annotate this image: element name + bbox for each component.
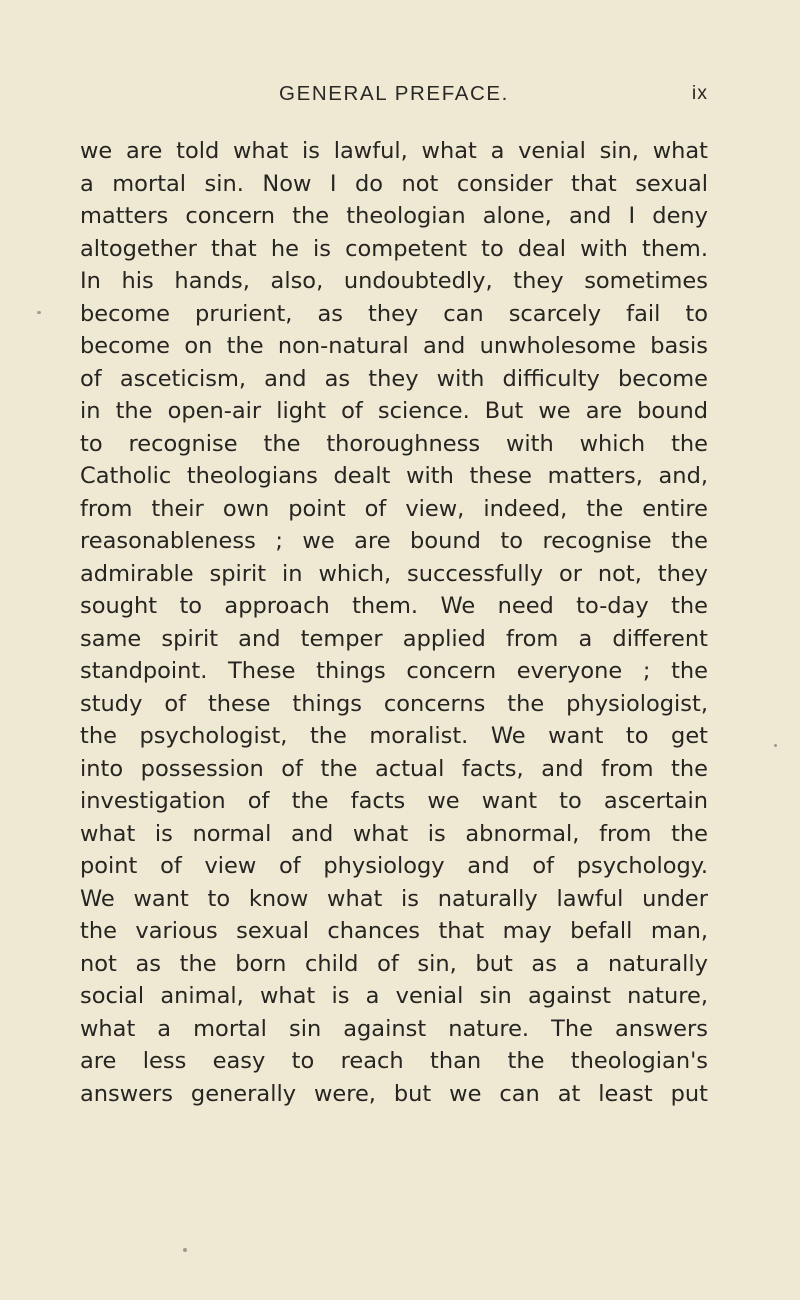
text-line: to recognise the thoroughness with which the: [80, 430, 708, 457]
text-line: in the open-air light of science. But we are bound: [80, 398, 708, 424]
running-head: [80, 82, 708, 110]
text-line: the various sexual chances that may befall man,: [80, 918, 708, 944]
text-line: what a mortal sin against nature. The answers: [80, 1015, 708, 1042]
text-line: In his hands, also, undoubtedly, they sometimes: [80, 268, 708, 294]
text-line: sought to approach them. We need to-day the: [80, 593, 708, 619]
text-line: social animal, what is a venial sin against nature,: [80, 983, 708, 1009]
text-line: not as the born child of sin, but as a naturally: [80, 950, 708, 977]
text-line: into possession of the actual facts, and from the: [80, 755, 708, 782]
paper-speck: [183, 1248, 187, 1252]
text-line: from their own point of view, indeed, the entire: [80, 495, 708, 522]
text-line: admirable spirit in which, successfully or not, they: [80, 560, 708, 587]
text-line: We want to know what is naturally lawful under: [80, 885, 708, 912]
text-line: what is normal and what is abnormal, from the: [80, 820, 708, 847]
text-line: investigation of the facts we want to ascertain: [80, 788, 708, 814]
text-line: study of these things concerns the physiologist,: [80, 690, 708, 717]
text-line: become prurient, as they can scarcely fail to: [80, 300, 708, 327]
text-line: Catholic theologians dealt with these matters, and,: [80, 463, 708, 489]
running-title: GENERAL PREFACE.: [279, 82, 509, 105]
text-line: reasonableness ; we are bound to recognise the: [80, 528, 708, 554]
text-line: become on the non-natural and unwholesome basis: [80, 333, 708, 359]
page-number: ix: [691, 82, 708, 104]
text-line: point of view of physiology and of psychology.: [80, 853, 708, 879]
text-line: same spirit and temper applied from a different: [80, 625, 708, 652]
paper-speck: [774, 744, 777, 747]
text-line: we are told what is lawful, what a venial sin, what: [80, 138, 708, 164]
text-line: answers generally were, but we can at least put: [80, 1080, 708, 1107]
body-text: [80, 135, 708, 1110]
text-line: a mortal sin. Now I do not consider that sexual: [80, 170, 708, 197]
text-line: standpoint. These things concern everyone ; the: [80, 658, 708, 684]
text-line: the psychologist, the moralist. We want to get: [80, 723, 708, 749]
paper-speck: [37, 311, 41, 314]
text-line: are less easy to reach than the theologian's: [80, 1048, 708, 1074]
text-line: altogether that he is competent to deal with them.: [80, 235, 708, 262]
text-line: of asceticism, and as they with difficulty become: [80, 365, 708, 392]
text-line: matters concern the theologian alone, and I deny: [80, 203, 708, 229]
